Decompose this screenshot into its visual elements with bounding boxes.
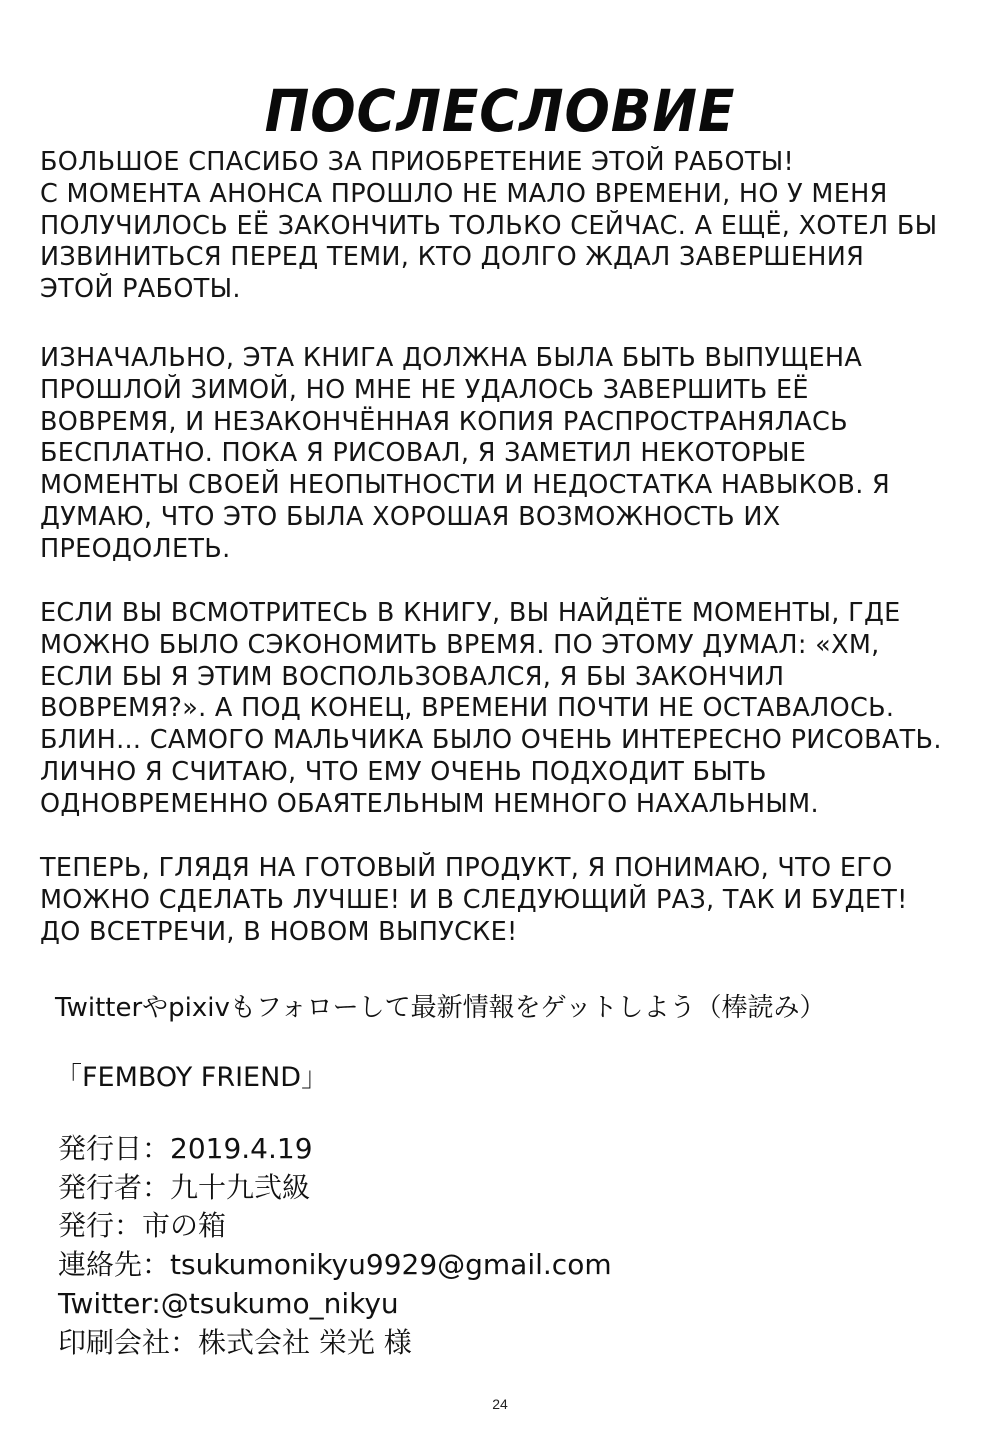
text-line: ИЗНАЧАЛЬНО, ЭТА КНИГА ДОЛЖНА БЫЛА БЫТЬ ВЫПУЩЕНА [40,343,863,373]
text-line: МОЖНО БЫЛО СЭКОНОМИТЬ ВРЕМЯ. ПО ЭТОМУ ДУМАЛ: «ХМ, [40,629,880,660]
colophon-contact-email: 連絡先：tsukumonikyu9929@gmail.com [58,1248,612,1282]
colophon [58,1130,612,1362]
colophon-twitter: Twitter:@tsukumo_nikyu [58,1286,399,1320]
afterword-paragraph-1 [40,147,970,306]
text-line: ПРЕОДОЛЕТЬ. [40,533,231,564]
text-line: ПОЛУЧИЛОСЬ ЕЁ ЗАКОНЧИТЬ ТОЛЬКО СЕЙЧАС. А ЕЩЁ, ХОТЕЛ БЫ [40,210,938,241]
follow-note: Twitterやpixivもフォローして最新情報をゲットしよう（棒読み） [55,993,826,1023]
text-line: ПРОШЛОЙ ЗИМОЙ, НО МНЕ НЕ УДАЛОСЬ ЗАВЕРШИТЬ ЕЁ [40,374,809,405]
colophon-publisher: 発行者：九十九弐級 [58,1170,311,1204]
text-line: БОЛЬШОЕ СПАСИБО ЗА ПРИОБРЕТЕНИЕ ЭТОЙ РАБОТЫ! [40,147,795,177]
afterword-paragraph-3 [40,598,970,821]
afterword-paragraph-2 [40,343,970,566]
text-line: ЭТОЙ РАБОТЫ. [40,274,241,305]
text-line: ВОВРЕМЯ?». А ПОД КОНЕЦ, ВРЕМЕНИ ПОЧТИ НЕ ОСТАВАЛОСЬ. [40,693,895,724]
colophon-printer: 印刷会社：株式会社 栄光 様 [58,1325,412,1359]
text-line: МОЖНО СДЕЛАТЬ ЛУЧШЕ! И В СЛЕДУЮЩИЙ РАЗ, ТАК И БУДЕТ! [40,884,908,915]
text-line: ДО ВСЕТРЕЧИ, В НОВОМ ВЫПУСКЕ! [40,916,518,947]
colophon-release-date: 発行日：2019.4.19 [58,1132,313,1165]
text-line: БЛИН... САМОГО МАЛЬЧИКА БЫЛО ОЧЕНЬ ИНТЕРЕСНО РИСОВАТЬ. [40,725,942,756]
colophon-circle: 発行：市の箱 [58,1209,227,1243]
text-line: ВОВРЕМЯ, И НЕЗАКОНЧЁННАЯ КОПИЯ РАСПРОСТРАНЯЛАСЬ [40,406,848,437]
text-line: ЕСЛИ БЫ Я ЭТИМ ВОСПОЛЬЗОВАЛСЯ, Я БЫ ЗАКОНЧИЛ [40,661,785,692]
text-line: ТЕПЕРЬ, ГЛЯДЯ НА ГОТОВЫЙ ПРОДУКТ, Я ПОНИМАЮ, ЧТО ЕГО [40,853,893,883]
text-line: БЕСПЛАТНО. ПОКА Я РИСОВАЛ, Я ЗАМЕТИЛ НЕКОТОРЫЕ [40,438,807,469]
text-line: ЛИЧНО Я СЧИТАЮ, ЧТО ЕМУ ОЧЕНЬ ПОДХОДИТ БЫТЬ [40,756,767,787]
text-line: С МОМЕНТА АНОНСА ПРОШЛО НЕ МАЛО ВРЕМЕНИ, НО У МЕНЯ [40,178,888,209]
work-title: 「FEMBOY FRIEND」 [55,1062,329,1093]
text-line: ЕСЛИ ВЫ ВСМОТРИТЕСЬ В КНИГУ, ВЫ НАЙДЁТЕ МОМЕНТЫ, ГДЕ [40,598,901,628]
text-line: ОДНОВРЕМЕННО ОБАЯТЕЛЬНЫМ НЕМНОГО НАХАЛЬНЫМ. [40,788,819,819]
text-line: МОМЕНТЫ СВОЕЙ НЕОПЫТНОСТИ И НЕДОСТАТКА НАВЫКОВ. Я [40,470,891,501]
afterword-paragraph-4 [40,853,970,948]
text-line: ИЗВИНИТЬСЯ ПЕРЕД ТЕМИ, КТО ДОЛГО ЖДАЛ ЗАВЕРШЕНИЯ [40,242,865,273]
page-number: 24 [492,1396,508,1412]
page-title: ПОСЛЕСЛОВИЕ [264,76,736,145]
text-line: ДУМАЮ, ЧТО ЭТО БЫЛА ХОРОШАЯ ВОЗМОЖНОСТЬ ИХ [40,501,781,532]
